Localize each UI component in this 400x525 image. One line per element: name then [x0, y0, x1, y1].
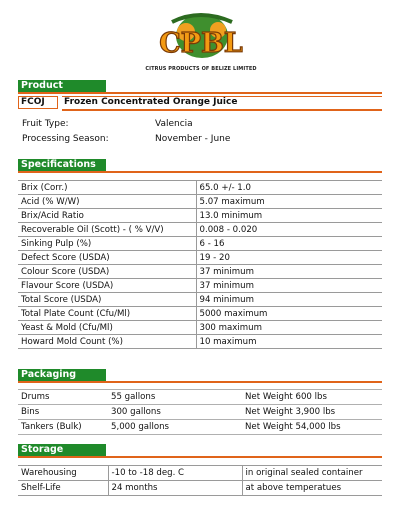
- spec-row-cell-1: Acid (% W/W): [18, 195, 196, 209]
- spec-row-cell-2: 19 - 20: [196, 251, 382, 265]
- product-rule: [62, 109, 382, 111]
- spec-row: [18, 265, 382, 279]
- company-logo: [142, 8, 260, 72]
- packaging-row-cell-3: Net Weight 600 lbs: [242, 390, 382, 405]
- logo-icon: [142, 8, 260, 68]
- packaging-row-cell-3: Net Weight 3,900 lbs: [242, 405, 382, 420]
- product-section-header: [18, 80, 382, 94]
- section-rule: [18, 171, 382, 173]
- spec-row-cell-2: 37 minimum: [196, 265, 382, 279]
- product-code: FCOJ: [18, 96, 58, 109]
- spec-row: [18, 293, 382, 307]
- spec-row-cell-1: Colour Score (USDA): [18, 265, 196, 279]
- storage-row-cell-3: in original sealed container: [242, 466, 382, 481]
- spec-row-cell-1: Sinking Pulp (%): [18, 237, 196, 251]
- spec-row-cell-1: Brix (Corr.): [18, 181, 196, 195]
- section-title: Storage: [18, 444, 106, 456]
- spec-row-cell-1: Total Plate Count (Cfu/Ml): [18, 307, 196, 321]
- storage-table: [18, 465, 382, 496]
- fruit-type-label: Fruit Type:: [22, 119, 69, 129]
- packaging-row-cell-2: 55 gallons: [108, 390, 242, 405]
- spec-row-cell-1: Flavour Score (USDA): [18, 279, 196, 293]
- spec-row-cell-2: 37 minimum: [196, 279, 382, 293]
- storage-row-cell-2: 24 months: [108, 481, 242, 496]
- packaging-row-cell-2: 300 gallons: [108, 405, 242, 420]
- spec-row-cell-2: 300 maximum: [196, 321, 382, 335]
- spec-row: [18, 195, 382, 209]
- storage-row-cell-1: Warehousing: [18, 466, 108, 481]
- spec-row-cell-1: Total Score (USDA): [18, 293, 196, 307]
- season-value: November - June: [155, 134, 231, 144]
- storage-row: [18, 481, 382, 496]
- storage-row-cell-3: at above temperatues: [242, 481, 382, 496]
- product-title-row: [18, 96, 382, 111]
- spec-row-cell-2: 0.008 - 0.020: [196, 223, 382, 237]
- packaging-section-header: [18, 369, 382, 383]
- specifications-table: [18, 180, 382, 349]
- spec-row-cell-2: 13.0 minimum: [196, 209, 382, 223]
- packaging-row-cell-2: 5,000 gallons: [108, 420, 242, 435]
- spec-row-cell-1: Recoverable Oil (Scott) - ( % V/V): [18, 223, 196, 237]
- season-label: Processing Season:: [22, 134, 109, 144]
- storage-row-cell-1: Shelf-Life: [18, 481, 108, 496]
- spec-row: [18, 209, 382, 223]
- section-title: Specifications: [18, 159, 106, 171]
- fruit-type-value: Valencia: [155, 119, 193, 129]
- packaging-row-cell-1: Tankers (Bulk): [18, 420, 108, 435]
- spec-row: [18, 279, 382, 293]
- spec-row-cell-1: Howard Mold Count (%): [18, 335, 196, 349]
- spec-row-cell-1: Brix/Acid Ratio: [18, 209, 196, 223]
- section-rule: [18, 456, 382, 458]
- spec-row-cell-2: 65.0 +/- 1.0: [196, 181, 382, 195]
- spec-row-cell-2: 10 maximum: [196, 335, 382, 349]
- spec-row: [18, 307, 382, 321]
- spec-row-cell-1: Yeast & Mold (Cfu/Ml): [18, 321, 196, 335]
- spec-row: [18, 223, 382, 237]
- spec-row-cell-2: 94 minimum: [196, 293, 382, 307]
- specifications-section-header: [18, 159, 382, 173]
- packaging-row-cell-3: Net Weight 54,000 lbs: [242, 420, 382, 435]
- spec-row: [18, 237, 382, 251]
- spec-row: [18, 251, 382, 265]
- storage-section-header: [18, 444, 382, 458]
- packaging-row: [18, 420, 382, 435]
- logo-wordmark: CPBL: [159, 28, 243, 59]
- spec-row-cell-2: 5.07 maximum: [196, 195, 382, 209]
- section-title: Packaging: [18, 369, 106, 381]
- spec-row: [18, 335, 382, 349]
- storage-row: [18, 466, 382, 481]
- storage-row-cell-2: -10 to -18 deg. C: [108, 466, 242, 481]
- section-rule: [18, 381, 382, 383]
- packaging-row: [18, 390, 382, 405]
- spec-row-cell-2: 6 - 16: [196, 237, 382, 251]
- product-name: Frozen Concentrated Orange Juice: [62, 96, 382, 109]
- packaging-row-cell-1: Bins: [18, 405, 108, 420]
- packaging-row: [18, 405, 382, 420]
- spec-row: [18, 181, 382, 195]
- spec-row-cell-2: 5000 maximum: [196, 307, 382, 321]
- section-title: Product: [18, 80, 106, 92]
- logo-tagline: CITRUS PRODUCTS OF BELIZE LIMITED: [145, 66, 257, 72]
- spec-row-cell-1: Defect Score (USDA): [18, 251, 196, 265]
- section-rule: [18, 92, 382, 94]
- packaging-row-cell-1: Drums: [18, 390, 108, 405]
- packaging-table: [18, 389, 382, 435]
- spec-row: [18, 321, 382, 335]
